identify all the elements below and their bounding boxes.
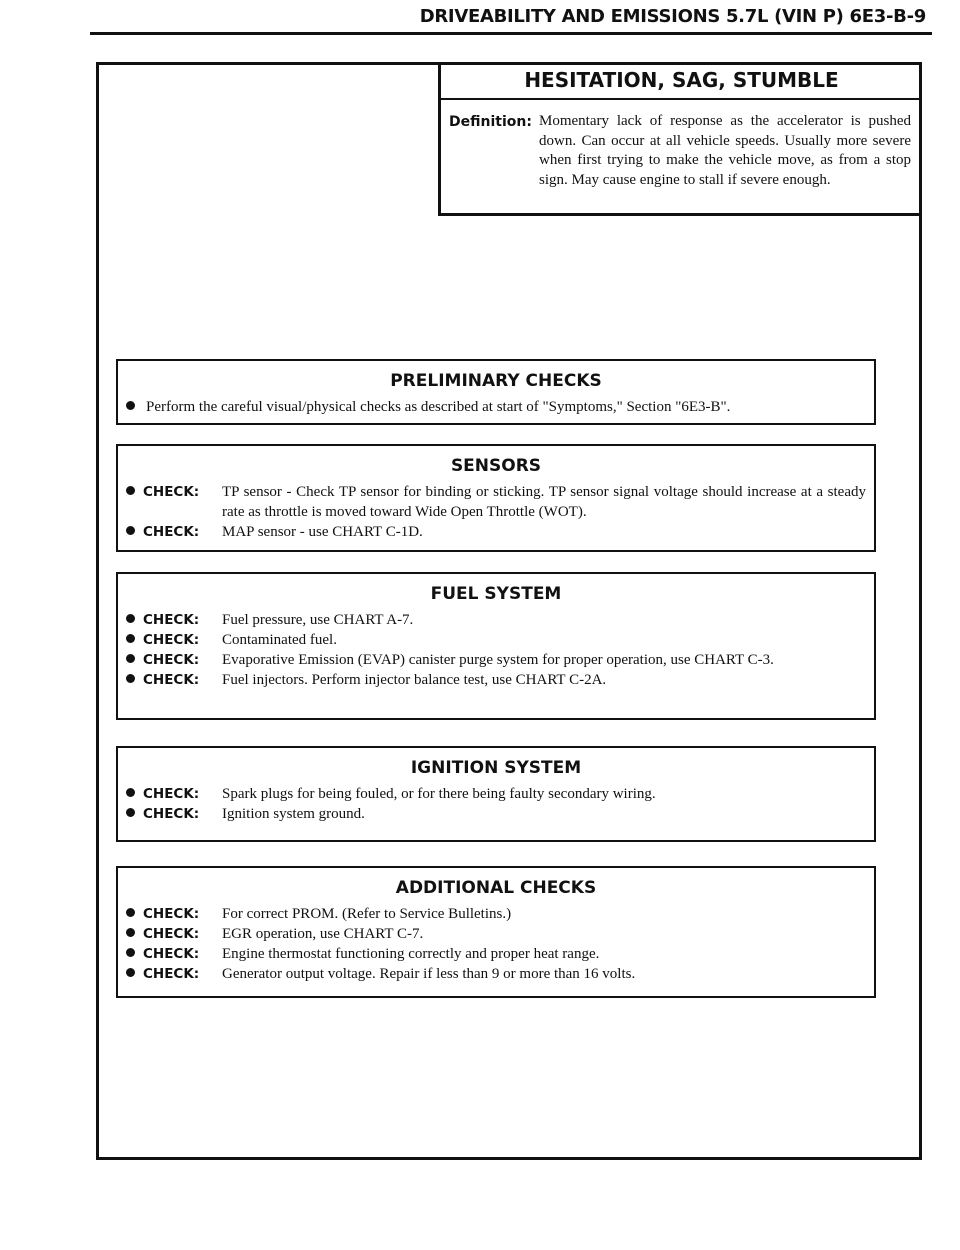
item-text: TP sensor - Check TP sensor for binding or sticking. TP sensor signal voltage should increase at a steady rate as throttle is moved toward Wide Open Throttle (WOT).: [222, 484, 866, 520]
list-item: [126, 804, 866, 824]
symptom-title: HESITATION, SAG, STUMBLE: [524, 68, 839, 92]
bullet-icon: [126, 397, 143, 417]
additional-checks-title: ADDITIONAL CHECKS: [395, 878, 597, 898]
page-header-title: DRIVEABILITY AND EMISSIONS 5.7L (VIN P) 6E3-B-9: [419, 6, 926, 27]
check-label: CHECK:: [126, 784, 199, 804]
sensors-title: SENSORS: [450, 456, 542, 476]
definition-box: [438, 62, 922, 216]
ignition-system-box: [116, 746, 876, 842]
item-text: EGR operation, use CHART C-7.: [222, 926, 424, 942]
list-item: [126, 522, 866, 542]
definition-text: Momentary lack of response as the accelerator is pushed down. Can occur at all vehicle speeds. Usually more severe when first trying to make the vehicle move, as from a stop sign. May cause engine to stall if severe enough.: [539, 113, 911, 188]
ignition-system-title: IGNITION SYSTEM: [410, 758, 582, 778]
check-label: CHECK:: [126, 610, 199, 630]
item-text: Fuel injectors. Perform injector balance test, use CHART C-2A.: [222, 672, 607, 688]
bullet-icon: [126, 654, 135, 663]
item-text: For correct PROM. (Refer to Service Bulletins.): [222, 906, 512, 922]
bullet-icon: [126, 486, 135, 495]
check-label: CHECK:: [126, 522, 199, 542]
list-item: [126, 964, 866, 984]
item-text: Evaporative Emission (EVAP) canister purge system for proper operation, use CHART C-3.: [222, 652, 774, 668]
bullet-icon: [126, 788, 135, 797]
bullet-icon: [126, 526, 135, 535]
check-label: CHECK:: [126, 804, 199, 824]
check-label: CHECK:: [126, 964, 199, 984]
list-item: [126, 650, 866, 670]
list-item: [126, 397, 866, 417]
item-text: Generator output voltage. Repair if less than 9 or more than 16 volts.: [222, 966, 636, 982]
fuel-system-title: FUEL SYSTEM: [430, 584, 562, 604]
bullet-icon: [126, 908, 135, 917]
list-item: [126, 482, 866, 522]
check-label: CHECK:: [126, 650, 199, 670]
check-label: CHECK:: [126, 924, 199, 944]
list-item: [126, 610, 866, 630]
list-item: [126, 670, 866, 690]
check-label: CHECK:: [126, 944, 199, 964]
header-rule: [90, 32, 932, 35]
check-label: CHECK:: [126, 482, 199, 502]
check-label: CHECK:: [126, 670, 199, 690]
item-text: Contaminated fuel.: [222, 632, 337, 648]
bullet-icon: [126, 928, 135, 937]
list-item: [126, 904, 866, 924]
list-item: [126, 784, 866, 804]
bullet-icon: [126, 948, 135, 957]
definition-rule: [441, 98, 922, 100]
list-item: [126, 944, 866, 964]
additional-checks-box: [116, 866, 876, 998]
preliminary-checks-box: [116, 359, 876, 425]
preliminary-checks-title: PRELIMINARY CHECKS: [390, 371, 602, 391]
item-text: MAP sensor - use CHART C-1D.: [222, 524, 423, 540]
item-text: Spark plugs for being fouled, or for there being faulty secondary wiring.: [222, 786, 656, 802]
definition-label: Definition:: [449, 114, 532, 130]
item-text: Ignition system ground.: [222, 806, 365, 822]
sensors-box: [116, 444, 876, 552]
check-label: CHECK:: [126, 904, 199, 924]
bullet-icon: [126, 968, 135, 977]
bullet-icon: [126, 674, 135, 683]
fuel-system-box: [116, 572, 876, 720]
list-item: [126, 630, 866, 650]
item-text: Engine thermostat functioning correctly and proper heat range.: [222, 946, 600, 962]
item-text: Fuel pressure, use CHART A-7.: [222, 612, 414, 628]
list-item: [126, 924, 866, 944]
bullet-icon: [126, 808, 135, 817]
bullet-icon: [126, 634, 135, 643]
page-header: [0, 0, 960, 40]
item-text: Perform the careful visual/physical checks as described at start of "Symptoms," Section "6E3-B".: [146, 399, 731, 415]
check-label: CHECK:: [126, 630, 199, 650]
bullet-icon: [126, 614, 135, 623]
